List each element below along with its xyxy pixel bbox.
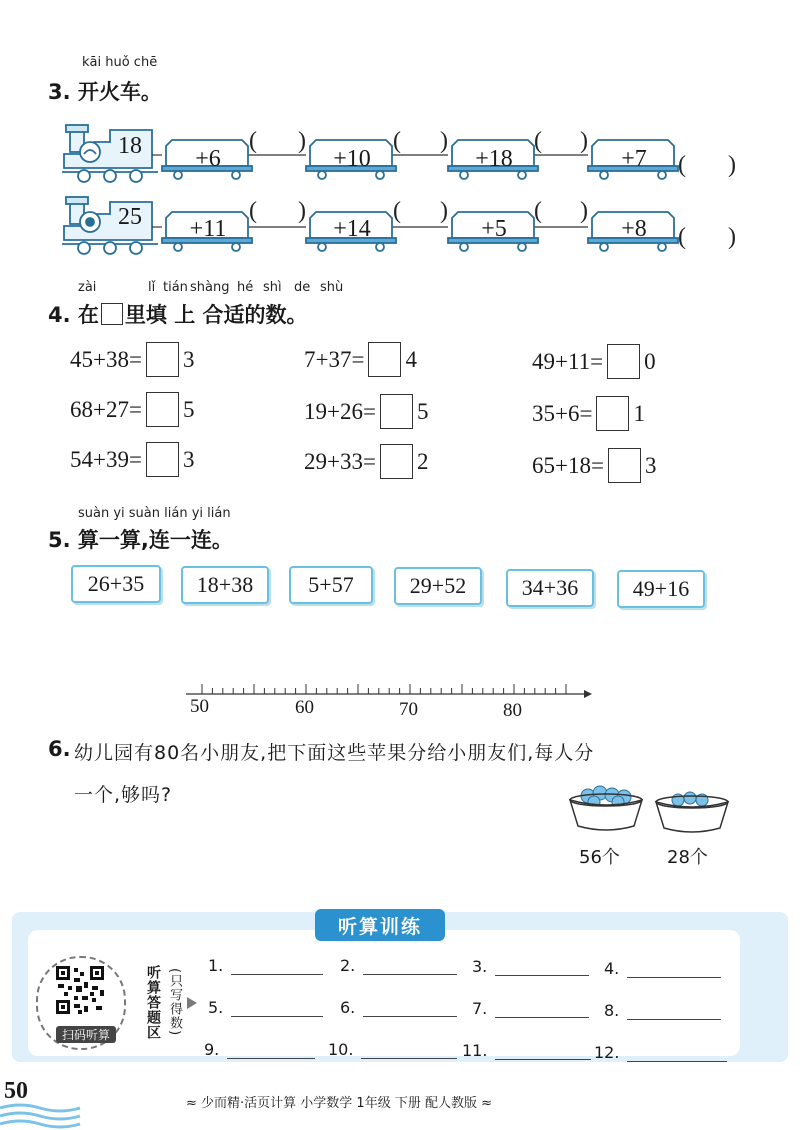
- number-line-label-60: 60: [295, 697, 314, 718]
- q3-number: 3.: [48, 80, 71, 104]
- answer-slot[interactable]: [604, 959, 721, 978]
- equation-left: 54+39=: [70, 446, 142, 472]
- answer-slot[interactable]: [604, 1001, 721, 1020]
- answer-blank[interactable]: [368, 342, 401, 377]
- train-1-car-2: +10: [333, 146, 371, 172]
- basket-1-label: 56个: [579, 847, 620, 868]
- train-1-car-1: +6: [195, 146, 221, 172]
- q6-number: 6.: [48, 737, 71, 761]
- expression-box[interactable]: 5+57: [289, 566, 373, 604]
- train-2-car-1: +11: [189, 216, 227, 242]
- answer-number: 7.: [472, 999, 488, 1018]
- basket-2-label: 28个: [667, 847, 708, 868]
- equation-left: 19+26=: [304, 398, 376, 424]
- answer-number: 3.: [472, 957, 488, 976]
- q4-pinyin-li: lǐ: [148, 280, 156, 295]
- expression-box[interactable]: 26+35: [71, 565, 161, 603]
- equation-left: 65+18=: [532, 452, 604, 478]
- train-1-answer-open-2: (: [393, 128, 401, 154]
- basket-icon: [656, 792, 728, 832]
- train-1-engine-number: 18: [118, 133, 142, 159]
- footer-text: ≈ 少而精·活页计算 小学数学 1年级 下册 配人教版 ≈: [186, 1096, 492, 1111]
- answer-slot[interactable]: [340, 998, 457, 1017]
- train-2-car-2: +14: [333, 216, 371, 242]
- equation-left: 45+38=: [70, 346, 142, 372]
- train-2-answer-close-1: ): [298, 198, 306, 224]
- equation-digit: 3: [182, 446, 195, 472]
- answer-number: 12.: [594, 1043, 620, 1062]
- q4-pinyin-shi: shì: [263, 280, 282, 295]
- q4-pinyin-tian: tián: [163, 280, 188, 295]
- equation-left: 49+11=: [532, 348, 604, 374]
- answer-number: 6.: [340, 998, 356, 1017]
- q5-heading: [48, 524, 233, 554]
- train-2-answer-open-4: (: [678, 224, 686, 250]
- answer-slot[interactable]: [208, 956, 323, 975]
- answer-number: 2.: [340, 956, 356, 975]
- q3-title: 开火车。: [77, 80, 162, 104]
- train-1-answer-close-4: ): [728, 152, 736, 178]
- listening-side-label: 听算答题区: [145, 965, 161, 1040]
- answer-blank[interactable]: [380, 444, 413, 479]
- equation-left: 29+33=: [304, 448, 376, 474]
- answer-slot[interactable]: [204, 1040, 315, 1059]
- train-2-car-3: +5: [481, 216, 507, 242]
- train-1-car-4: +7: [621, 146, 647, 172]
- play-arrow-icon: [186, 996, 198, 1010]
- train-2-answer-close-4: ): [728, 224, 736, 250]
- q5-title: 算一算,连一连。: [77, 528, 233, 552]
- equation-digit: 4: [405, 346, 417, 372]
- page-number: 50: [4, 1078, 28, 1104]
- apple-baskets: [566, 780, 736, 840]
- equation: [70, 392, 194, 427]
- equation: [304, 444, 428, 479]
- answer-slot[interactable]: [472, 957, 589, 976]
- train-2-engine-number: 25: [118, 204, 142, 230]
- answer-blank[interactable]: [607, 344, 640, 379]
- listening-title: 听算训练: [315, 909, 445, 941]
- answer-number: 8.: [604, 1001, 620, 1020]
- answer-blank[interactable]: [146, 342, 179, 377]
- number-line-label-80: 80: [503, 700, 522, 721]
- answer-number: 11.: [462, 1041, 488, 1060]
- train-1-answer-open-3: (: [534, 128, 542, 154]
- answer-blank[interactable]: [596, 396, 629, 431]
- listening-side-note: (只写得数): [167, 968, 182, 1037]
- answer-number: 9.: [204, 1040, 220, 1059]
- q3-pinyin: kāi huǒ chē: [82, 55, 158, 70]
- number-line-label-50: 50: [190, 696, 209, 717]
- number-line-label-70: 70: [399, 699, 418, 720]
- train-1-answer-close-2: ): [440, 128, 448, 154]
- answer-number: 5.: [208, 998, 224, 1017]
- equation: [532, 448, 656, 483]
- qr-caption: 扫码听算: [56, 1026, 116, 1043]
- q5-number: 5.: [48, 528, 71, 552]
- q3-heading: [48, 76, 162, 106]
- equation: [532, 344, 656, 379]
- equation-digit: 2: [416, 448, 429, 474]
- train-1-answer-close-3: ): [580, 128, 588, 154]
- q4-pinyin-shang: shàng: [190, 280, 230, 295]
- expression-box[interactable]: 34+36: [506, 569, 594, 607]
- q4-pinyin-zai: zài: [78, 280, 97, 295]
- q5-pinyin: suàn yi suàn lián yi lián: [78, 506, 231, 521]
- equation: [70, 442, 194, 477]
- q4-title-post: 里填 上 合适的数。: [124, 303, 308, 327]
- equation-digit: 0: [644, 348, 656, 374]
- q4-heading: [48, 299, 308, 329]
- equation: [70, 342, 194, 377]
- expression-box[interactable]: 18+38: [181, 566, 269, 604]
- equation: [532, 396, 645, 431]
- answer-slot[interactable]: [340, 956, 457, 975]
- train-2-answer-close-3: ): [580, 198, 588, 224]
- number-line: [180, 674, 600, 700]
- train-1-answer-open-4: (: [678, 152, 686, 178]
- equation-left: 68+27=: [70, 396, 142, 422]
- equation: [304, 394, 428, 429]
- q6-line-2: 一个,够吗?: [74, 784, 173, 806]
- equation-digit: 5: [416, 398, 429, 424]
- answer-number: 10.: [328, 1040, 354, 1059]
- answer-blank[interactable]: [146, 392, 179, 427]
- expression-box[interactable]: 29+52: [394, 567, 482, 605]
- q6-line-1: 幼儿园有80名小朋友,把下面这些苹果分给小朋友们,每人分: [74, 742, 595, 764]
- q4-pinyin-shu: shù: [320, 280, 344, 295]
- answer-blank[interactable]: [146, 442, 179, 477]
- equation-digit: 3: [182, 346, 195, 372]
- q4-title-pre: 在: [77, 303, 99, 327]
- qr-code-icon[interactable]: [56, 966, 104, 1014]
- train-2-car-4: +8: [621, 216, 647, 242]
- answer-slot[interactable]: [328, 1040, 457, 1059]
- answer-number: 4.: [604, 959, 620, 978]
- listening-answer-area: [28, 930, 740, 1056]
- train-1-answer-open-1: (: [249, 128, 257, 154]
- train-2-answer-open-1: (: [249, 198, 257, 224]
- equation: [304, 342, 417, 377]
- answer-blank[interactable]: [380, 394, 413, 429]
- answer-slot[interactable]: [462, 1041, 591, 1060]
- equation-digit: 1: [633, 400, 645, 426]
- answer-blank[interactable]: [608, 448, 641, 483]
- train-2-answer-close-2: ): [440, 198, 448, 224]
- q4-title-box-icon: [101, 303, 123, 325]
- equation-left: 7+37=: [304, 346, 365, 372]
- equation-digit: 3: [644, 452, 657, 478]
- answer-slot[interactable]: [208, 998, 323, 1017]
- answer-number: 1.: [208, 956, 224, 975]
- equation-left: 35+6=: [532, 400, 593, 426]
- train-2-answer-open-3: (: [534, 198, 542, 224]
- answer-slot[interactable]: [594, 1043, 727, 1062]
- number-line-arrow-icon: [584, 690, 592, 698]
- basket-icon: [570, 786, 642, 830]
- expression-box[interactable]: 49+16: [617, 570, 705, 608]
- q4-pinyin-he: hé: [237, 280, 254, 295]
- answer-slot[interactable]: [472, 999, 589, 1018]
- q4-pinyin-de: de: [294, 280, 311, 295]
- train-1-answer-close-1: ): [298, 128, 306, 154]
- equation-digit: 5: [182, 396, 195, 422]
- train-2-answer-open-2: (: [393, 198, 401, 224]
- q4-number: 4.: [48, 303, 71, 327]
- train-1-car-3: +18: [475, 146, 513, 172]
